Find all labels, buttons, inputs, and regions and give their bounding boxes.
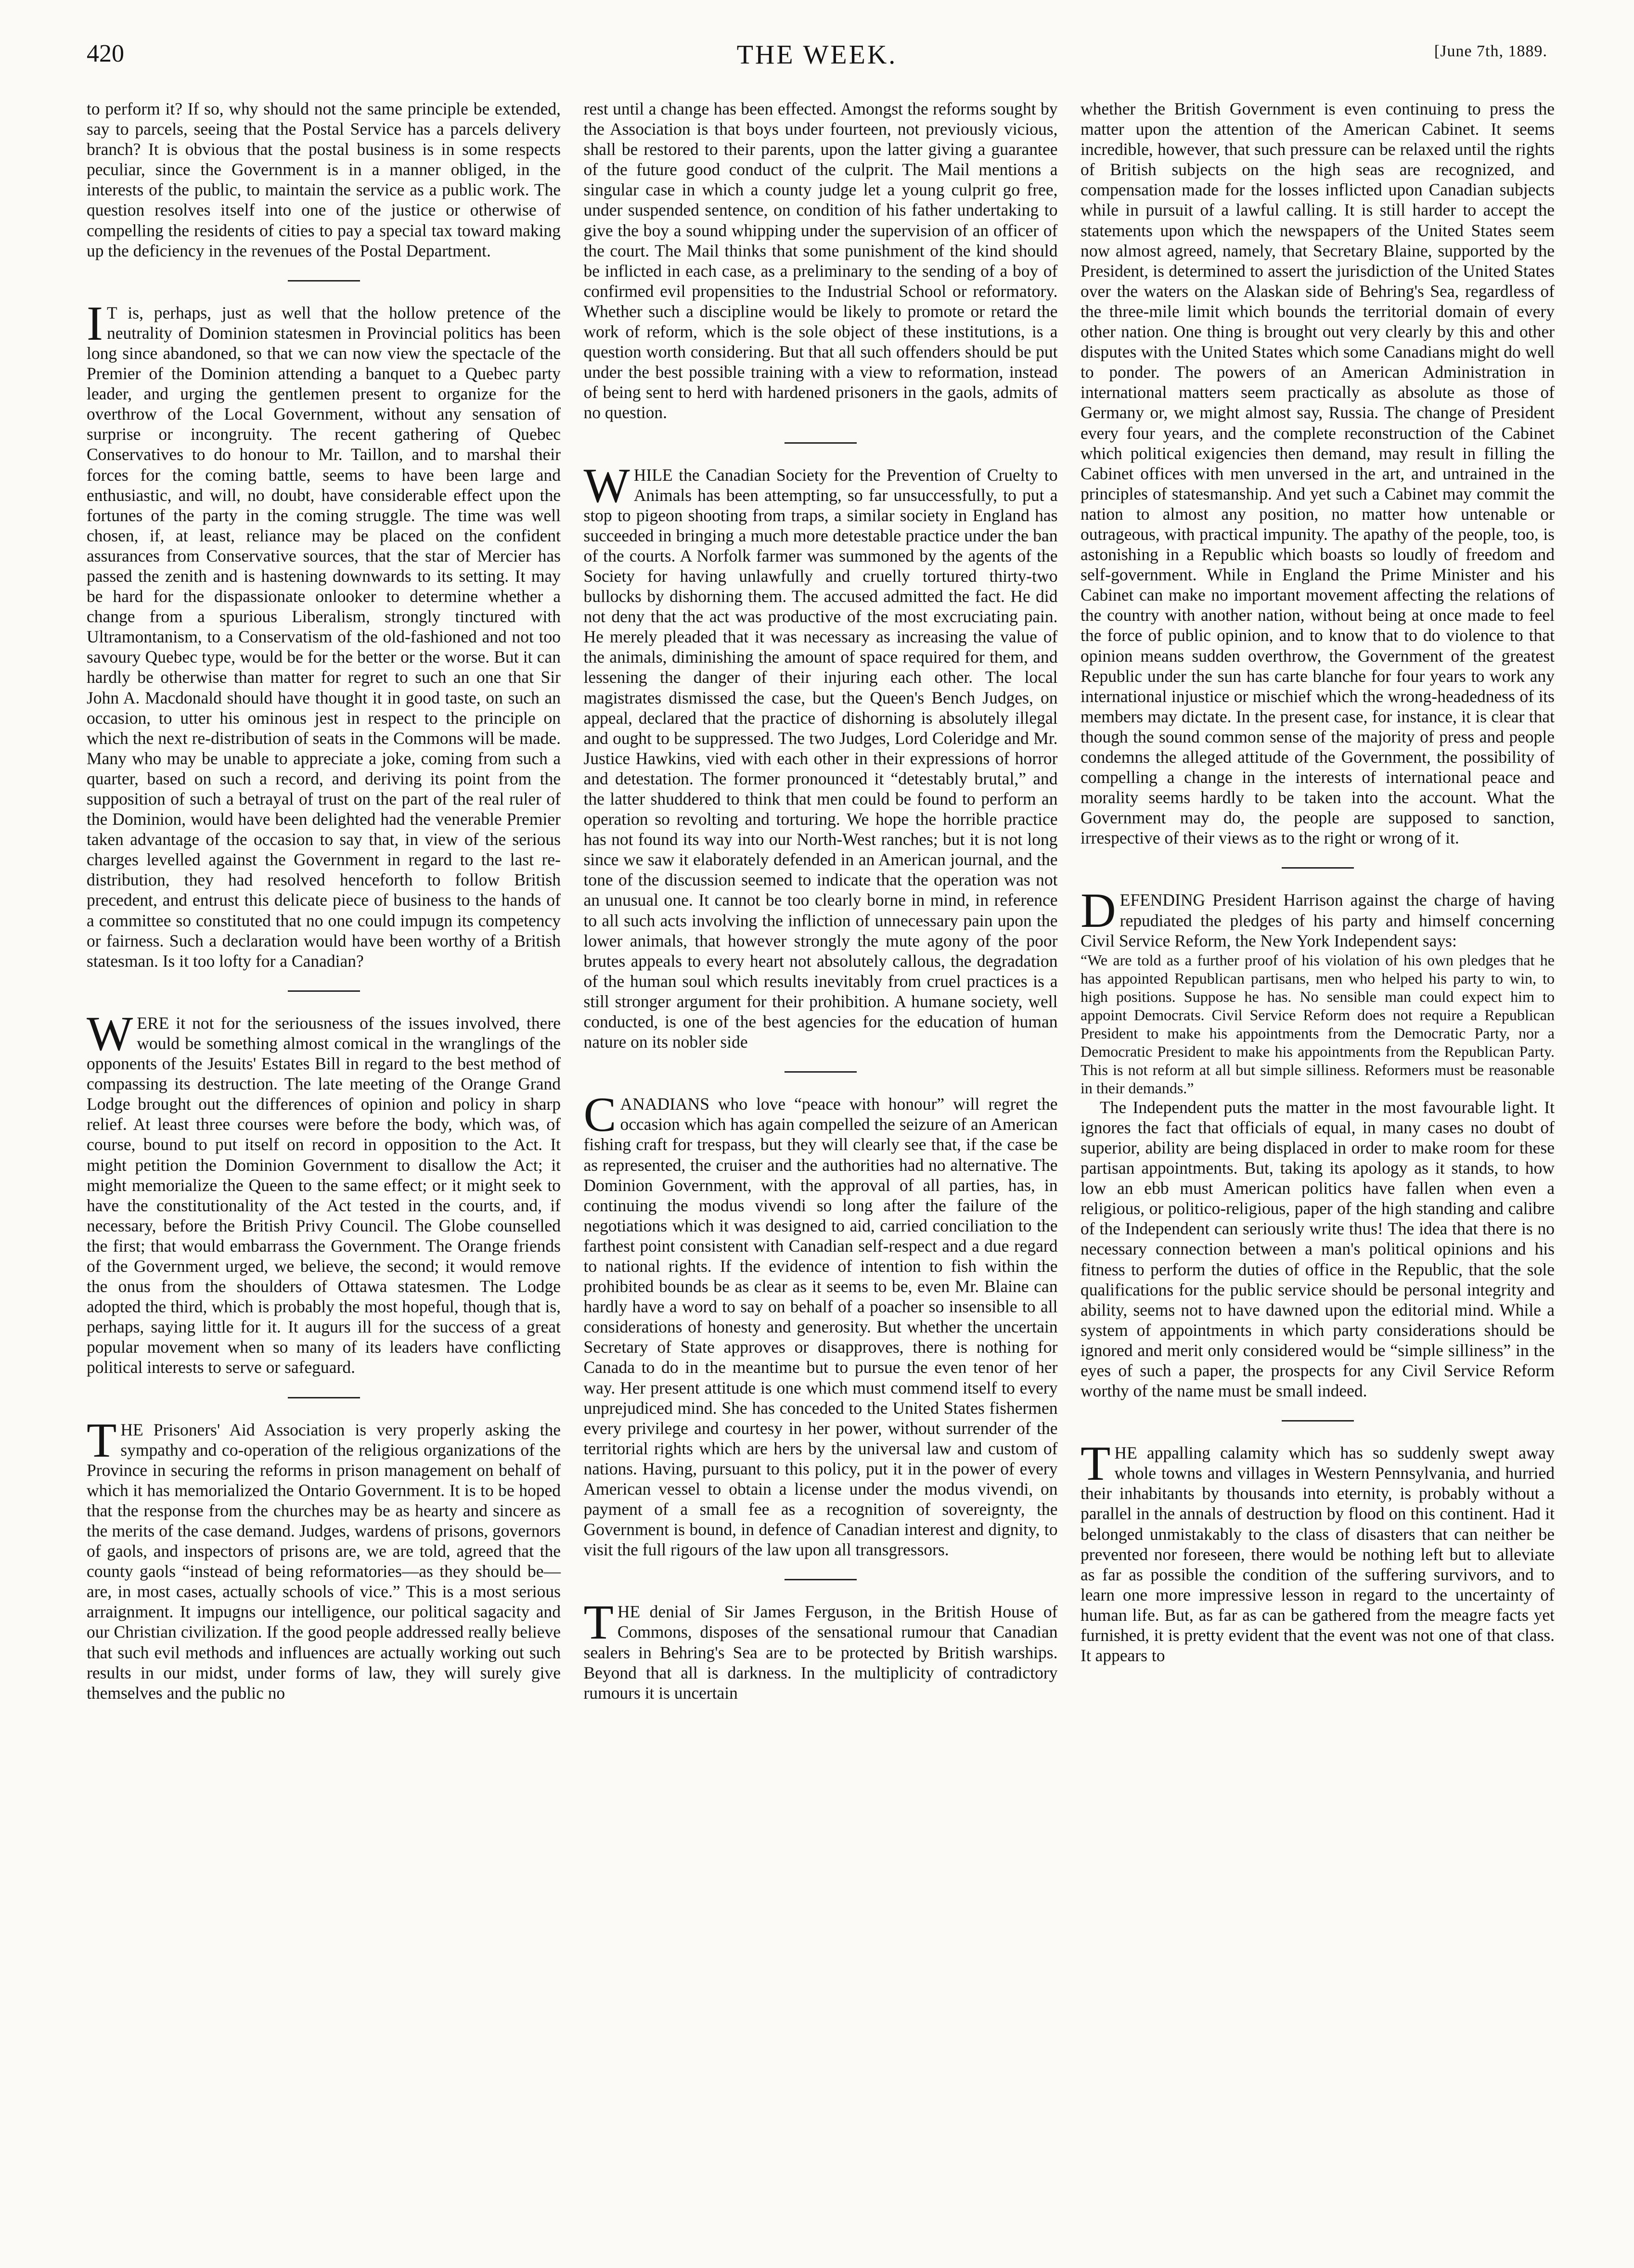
article-separator [1282,1420,1354,1422]
drop-cap: T [87,1413,117,1468]
lead-words: ERE [137,1013,169,1033]
drop-cap: C [583,1088,617,1142]
lead-words: EFENDING [1119,890,1206,910]
column-3 [1081,99,1555,1703]
masthead: THE WEEK. [736,40,898,70]
article-behrings-sea-continued: whether the British Government is even continuing to press the matter upon the attention of the American Cabinet. It seems incredible, however, that such pressure can be relaxed until the rights of British subjects on the high seas are recognized, and compensation made for the losses inflicted upon Canadian subjects while in pursuit of a lawful calling. It is still harder to accept the statements upon which the newspapers of the United States seem now almost agreed, namely, that Secretary Blaine, supported by the President, is determined to assert the jurisdiction of the United States over the waters on the Alaskan side of Behring's Sea, regardless of the three-mile limit which bounds the territorial domain of every other nation. One thing is brought out very clearly by this and other disputes with the United States which some Canadians might do well to ponder. The powers of an American Administration in international matters seem practically as absolute as those of Germany or, we might almost say, Russia. The change of President every four years, and the complete reconstruction of the Cabinet which political exigencies then demand, may result in filling the Cabinet offices with men unversed in the art, and untrained in the principles of statesmanship. And yet such a Cabinet may commit the nation to almost any position, no matter how untenable or outrageous, with practical impunity. The apathy of the people, too, is astonishing in a Republic which boasts so loudly of freedom and self-government. While in England the Prime Minister and his Cabinet can make no important movement affecting the relations of the country with another nation, without being at once made to feel the force of public opinion, and to know that to do violence to that opinion means sudden overthrow, the Government of the greatest Republic under the sun has carte blanche for four years to work any international injustice or mischief which the wrong-headedness of its members may dictate. In the present case, for instance, it is clear that though the sound common sense of the majority of press and people condemns the alleged attitude of the Government, the possibility of compelling a change in the interests of international peace and morality seems hardly to be taken into the account. What the Government may do, the people are supposed to sanction, irrespective of their views as to the right or wrong of it. [1081,99,1555,848]
article-fishing-craft [583,1088,1058,1560]
article-prisoners-aid [87,1413,561,1703]
lead-words: HE [120,1420,143,1439]
issue-date: [June 7th, 1889. [1434,42,1547,60]
lead-words: T [106,303,117,322]
article-dominion-statesmen [87,296,561,971]
column-1 [87,99,561,1703]
article-separator [785,1071,857,1073]
article-separator [288,990,360,992]
article-body: Prisoners' Aid Association is very properly asking the sympathy and co-operation of the religious organizations of the Province in securing the reforms in prison management on behalf of which it has memorialized the Ontario Government. It is to be hoped that the response from the churches may be as hearty and sincere as the merits of the case demand. Judges, wardens of prisons, governors of gaols, and inspectors of prisons are, we are told, agreed that the county gaols “instead of being reformatories—as they should be—are, in most cases, actually schools of vice.” This is a most serious arraignment. It impugns our intelligence, our political sagacity and our Christian civilization. If the good people addressed really believe that such evil methods and influences are actually working out such results in our midst, under forms of law, they will surely give themselves and the public no [87,1420,561,1703]
article-body: is, perhaps, just as well that the hollow pretence of the neutrality of Dominion statesmen in Provincial politics has been long since abandoned, so that we can now view the spectacle of the Premier of the Dominion attending a banquet to a Quebec party leader, and urging the gentlemen present to organize for the overthrow of the Local Government, without any sensation of surprise or incongruity. The recent gathering of Quebec Conservatives to do honour to Mr. Taillon, and to marshal their forces for the coming battle, seems to have been large and enthusiastic, and will, no doubt, have considerable effect upon the fortunes of the party in the coming struggle. The time was well chosen, if, at least, reliance may be placed on the confident assurances from Conservative sources, that the star of Mercier has passed the zenith and is hastening downwards to its setting. It may be hard for the dispassionate onlooker to determine whether a change from a spurious Liberalism, strongly tinctured with Ultramontanism, to a Conservatism of the old-fashioned and not too savoury Quebec type, would be for the better or the worse. But it can hardly be otherwise than matter for regret to such an one that Sir John A. Macdonald should have thought it in good taste, on such an occasion, to utter his ominous jest in respect to the principle on which the next re-distribution of seats in the Commons will be made. Many who may be unable to appreciate a joke, coming from such a quarter, based on such a record, and deriving its point from the supposition of such a betrayal of trust on the part of the real ruler of the Dominion, would have been delighted had the venerable Premier taken advantage of the occasion to say that, in view of the serious charges levelled against the Government in regard to the last re-distribution, they had resolved henceforth to follow British precedent, and entrust this delicate piece of business to the hands of a committee so constituted that no one could impugn its competency or fairness. Such a declaration would have been worthy of a British statesman. Is it too lofty for a Canadian? [87,303,561,971]
article-cruelty-to-animals [583,458,1058,1052]
article-pennsylvania-flood [1081,1436,1555,1666]
drop-cap: I [87,296,103,351]
drop-cap: D [1081,884,1116,938]
article-postal-continued: to perform it? If so, why should not the same principle be extended, say to parcels, seeing that the Postal Service has a parcels delivery branch? It is obvious that the postal business is in some respects peculiar, since the Government is in a manner obliged, in the interests of the public, to maintain the service as a public work. The question resolves itself into one of the justice or otherwise of compelling the residents of cities to pay a special tax toward making up the deficiency in the revenues of the Postal Department. [87,99,561,260]
article-body: who love “peace with honour” will regret the occasion which has again compelled the seizure of an American fishing craft for trespass, but they will clearly see that, if the case be as represented, the cruiser and the authorities had no alternative. The Dominion Government, with the approval of all parties, has, in continuing the modus vivendi so long after the failure of the negotiations which it was designed to aid, carried conciliation to the farthest point consistent with Canadian self-respect and a due regard to national rights. If the evidence of intention to fish within the prohibited bounds be as clear as it seems to be, even Mr. Blaine can hardly have a word to say on behalf of a poacher so insensible to all considerations of honesty and generosity. But whether the uncertain Secretary of State approves or disapproves, there is nothing for Canada to do in the meantime but to pursue the even tenor of her way. Her present attitude is one which must commend itself to every unprejudiced mind. She has conceded to the United States fishermen every privilege and courtesy in her power, without surrender of the territorial rights which are hers by the universal law and custom of nations. Having, pursuant to this policy, put it in the power of every American vessel to obtain a license under the modus vivendi, on payment of a small fee as a recognition of sovereignty, the Government is bound, in defence of Canadian interest and dignity, to visit the full rigours of the law upon all transgressors. [583,1094,1058,1560]
lead-words: HILE [633,465,673,485]
lead-words: HE [1114,1443,1137,1463]
article-body: appalling calamity which has so suddenly swept away whole towns and villages in Western Pennsylvania, and hurried their inhabitants by thousands into eternity, is probably without a parallel in the annals of destruction by flood on this continent. Had it belonged unmistakably to the class of disasters that can neither be prevented nor foreseen, there would be nothing left but to alleviate as far as possible the condition of the suffering survivors, and to learn one more impressive lesson in regard to the uncertainty of human life. But, as far as can be gathered from the meagre facts yet furnished, it is pretty evident that the event was not one of that class. It appears to [1081,1443,1555,1666]
article-separator [288,1397,360,1398]
drop-cap: T [583,1595,614,1650]
drop-cap: W [583,458,630,513]
drop-cap: W [87,1006,133,1061]
article-body: it not for the seriousness of the issues involved, there would be something almost comical in the wranglings of the opponents of the Jesuits' Estates Bill in regard to the best method of compassing its destruction. The late meeting of the Orange Grand Lodge brought out the differences of opinion and policy in sharp relief. At least three courses were before the body, which was, of course, bound to put itself on record in opposition to the Act. It might petition the Dominion Government to disallow the Act; it might memorialize the Queen to the same effect; or it might seek to have the constitutionality of the Act tested in the courts, and, if necessary, before the British Privy Council. The Globe counselled the first; that would embarrass the Government. The Orange friends of the Government urged, we believe, the second; it would remove the onus from the shoulders of Ottawa statesmen. The Lodge adopted the third, which is probably the most hopeful, though that is, perhaps, saying little for it. It augurs ill for the success of a great popular movement when so many of its leaders have conflicting political interests to serve or safeguard. [87,1013,561,1377]
lead-words: HE [617,1602,641,1622]
article-separator [1282,867,1354,869]
article-jesuits-estates [87,1006,561,1378]
drop-cap: T [1081,1436,1111,1491]
page-header [87,39,1547,88]
article-body: President Harrison against the charge of having repudiated the pledges of his party and himself concerning Civil Service Reform, the New York Independent says: [1081,890,1555,950]
article-prisoners-aid-continued: rest until a change has been effected. Amongst the reforms sought by the Association is that boys under fourteen, not previously vicious, shall be restored to their parents, upon the latter giving a guarantee of the future good conduct of the culprit. The Mail mentions a singular case in which a county judge let a young culprit go free, under suspended sentence, on condition of his father undertaking to give the boy a sound whipping under the supervision of an officer of the court. The Mail thinks that some punishment of the kind should be inflicted in each case, as a preliminary to the sending of a boy of confirmed evil propensities to the Industrial School or reformatory. Whether such a discipline would be likely to promote or retard the work of reform, which is the sole object of these institutions, is a question worth considering. But that all such offenders should be put under the best possible training with a view to reformation, instead of being sent to herd with hardened prisoners in the gaols, admits of no question. [583,99,1058,423]
text-columns [87,99,1555,1703]
lead-words: ANADIANS [620,1094,709,1114]
article-behrings-sea [583,1595,1058,1703]
article-civil-service-reform [1081,884,1555,950]
article-separator [785,1579,857,1580]
block-quote: “We are told as a further proof of his violation of his own pledges that he has appointed Republican partisans, men who helped his party to win, to high positions. Suppose he has. No sensible man could expect him to appoint Democrats. Civil Service Reform does not require a Republican President to make his appointments from the Democratic Party, nor a Democratic President to make his appointments from the Republican Party. This is not reform at all but simple silliness. Reformers must be reasonable in their demands.” [1081,951,1555,1097]
page-number: 420 [87,40,124,67]
article-separator [288,280,360,282]
article-body: denial of Sir James Ferguson, in the British House of Commons, disposes of the sensational rumour that Canadian sealers in Behring's Sea are to be protected by British warships. Beyond that all is darkness. In the multiplicity of contradictory rumours it is uncertain [583,1602,1058,1703]
article-separator [785,442,857,444]
article-civil-service-continued: The Independent puts the matter in the most favourable light. It ignores the fact that officials of equal, in many cases no doubt of superior, ability are being displaced in order to make room for these partisan appointments. But, taking its apology as it stands, to how low an ebb must American politics have fallen when even a religious, or politico-religious, paper of the high standing and calibre of the Independent can seriously write thus! The idea that there is no necessary connection between a man's political opinions and his fitness to perform the duties of office in the Republic, that the sole qualifications for the public service should be personal integrity and ability, seems not to have dawned upon the editorial mind. While a system of appointments in which party considerations should be ignored and merit only considered would be “simple silliness” in the eyes of such a paper, the prospects for any Civil Service Reform worthy of the name must be small indeed. [1081,1097,1555,1401]
article-body: the Canadian Society for the Prevention of Cruelty to Animals has been attempting, so far unsuccessfully, to put a stop to pigeon shooting from traps, a similar society in England has succeeded in bringing a much more detestable practice under the ban of the courts. A Norfolk farmer was summoned by the agents of the Society for having unlawfully and cruelly tortured thirty-two bullocks by dishorning them. The accused admitted the fact. He did not deny that the act was productive of the most excruciating pain. He merely pleaded that it was necessary as increasing the value of the animals, diminishing the amount of space required for them, and lessening the danger of their injuring each other. The local magistrates dismissed the case, but the Queen's Bench Judges, on appeal, declared that the practice of dishorning is absolutely illegal and ought to be suppressed. The two Judges, Lord Coleridge and Mr. Justice Hawkins, vied with each other in their expressions of horror and detestation. The former pronounced it “detestably brutal,” and the latter shuddered to think that men could be found to perform an operation so revolting and torturing. We hope the horrible practice has not found its way into our North-West ranches; but it is not long since we saw it elaborately defended in an American journal, and the tone of the discussion seemed to indicate that the operation was not an unusual one. It cannot be too clearly borne in mind, in reference to all such acts involving the infliction of unnecessary pain upon the lower animals, that however strongly the mute agony of the poor brutes appeals to every heart not absolutely callous, the degradation of the human soul which results inevitably from cruel practices is a still stronger argument for their prohibition. A humane society, well conducted, is one of the best agencies for the education of human nature on its nobler side [583,465,1058,1052]
column-2 [584,99,1058,1703]
